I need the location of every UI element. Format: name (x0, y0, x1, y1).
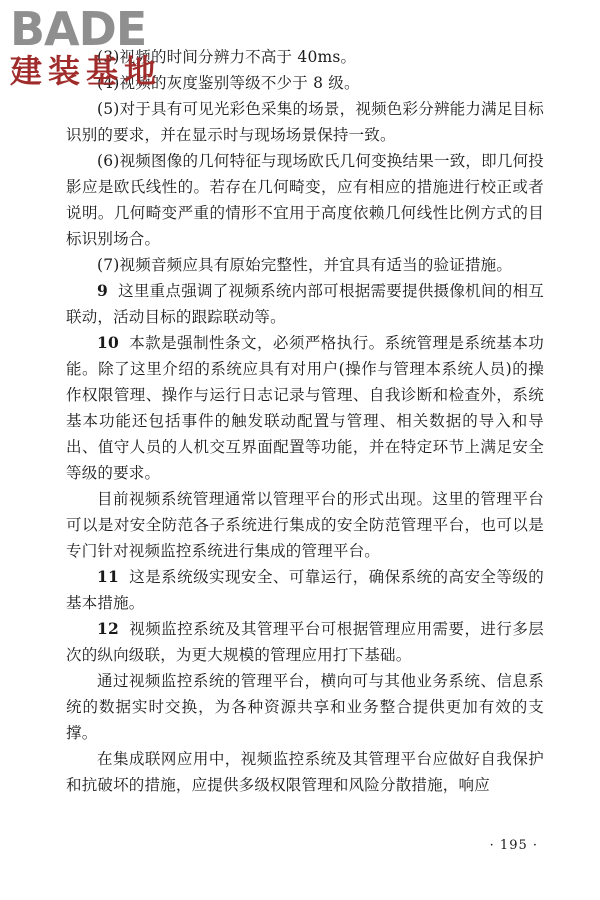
clause-number: 10 (97, 333, 119, 352)
paragraph: 通过视频监控系统的管理平台，横向可与其他业务系统、信息系统的数据实时交换，为各种资源共享和业务整合提供更加有效的支撑。 (66, 672, 544, 742)
paragraph: 10 本款是强制性条文，必须严格执行。系统管理是系统基本功能。除了这里介绍的系统应具有对用户(操作与管理本系统人员)的操作权限管理、操作与运行日志记录与管理、自我诊断和检查外，系统基本功能还包括事件的触发联动配置与管理、相关数据的导入和导出、值守人员的人机交互界面配置等功能，并在特定环节上满足安全等级的要求。 (66, 333, 544, 482)
paragraph: 12 视频监控系统及其管理平台可根据管理应用需要，进行多层次的纵向级联，为更大规模的管理应用打下基础。 (66, 619, 544, 664)
page-number: · 195 · (489, 838, 538, 853)
clause-number: 9 (97, 281, 108, 300)
paragraph: (3)视频的时间分辨力不高于 40ms。 (97, 48, 357, 66)
paragraph: (6)视频图像的几何特征与现场欧氏几何变换结果一致，即几何投影应是欧氏线性的。若存在几何畸变，应有相应的措施进行校正或者说明。几何畸变严重的情形不宜用于高度依赖几何线性比例方式的目标识别场合。 (66, 152, 544, 248)
paragraph: (4)视频的灰度鉴别等级不少于 8 级。 (97, 74, 360, 92)
clause-number: 12 (97, 619, 119, 638)
logo-subtitle: 建装基地 (10, 52, 163, 90)
logo-brand: BADE (10, 2, 147, 56)
watermark-logo (10, 2, 185, 98)
paragraph: 目前视频系统管理通常以管理平台的形式出现。这里的管理平台可以是对安全防范各子系统进行集成的安全防范管理平台，也可以是专门针对视频监控系统进行集成的管理平台。 (66, 490, 544, 560)
paragraph: 11 这是系统级实现安全、可靠运行，确保系统的高安全等级的基本措施。 (66, 567, 544, 612)
paragraph: (5)对于具有可见光彩色采集的场景，视频色彩分辨能力满足目标识别的要求，并在显示时与现场场景保持一致。 (66, 100, 544, 144)
paragraph: (7)视频音频应具有原始完整性，并宜具有适当的验证措施。 (97, 256, 513, 274)
paragraph: 在集成联网应用中，视频监控系统及其管理平台应做好自我保护和抗破坏的措施，应提供多级权限管理和风险分散措施，响应 (66, 750, 544, 794)
paragraph: 9 这里重点强调了视频系统内部可根据需要提供摄像机间的相互联动，活动目标的跟踪联动等。 (66, 281, 544, 326)
document-body (66, 44, 544, 798)
clause-number: 11 (97, 567, 119, 586)
